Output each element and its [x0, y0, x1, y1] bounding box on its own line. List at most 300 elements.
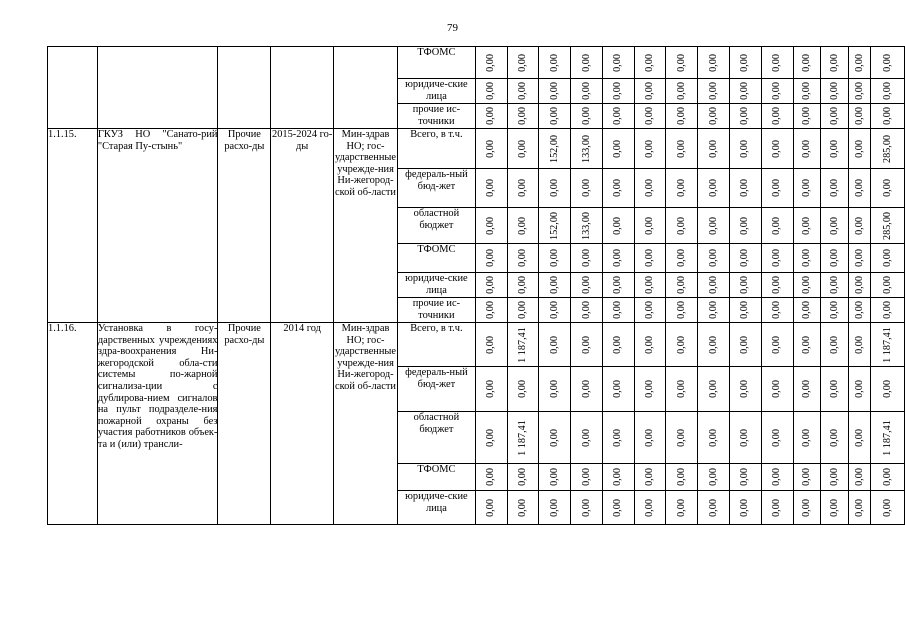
value-text: 0,00	[707, 428, 719, 447]
value-text: 152,00	[548, 134, 560, 163]
value-cell	[571, 323, 603, 367]
value-cell	[539, 298, 571, 323]
value-text: 0,00	[739, 380, 751, 398]
value-text: 0,00	[853, 82, 865, 100]
value-cell	[849, 129, 871, 169]
value-text: 0,00	[517, 179, 529, 197]
value-text: 0,00	[485, 380, 497, 398]
value-text: 0,00	[612, 498, 624, 517]
value-text: 0,00	[644, 216, 656, 235]
value-text: 0,00	[517, 107, 529, 125]
value-cell	[871, 412, 905, 464]
value-text: 0,00	[739, 139, 751, 158]
value-cell	[571, 79, 603, 104]
value-cell	[730, 129, 762, 169]
value-cell	[730, 104, 762, 129]
value-cell	[475, 367, 507, 412]
value-text: 0,00	[612, 428, 624, 447]
value-text: 0,00	[517, 301, 529, 319]
value-text: 285,00	[881, 211, 893, 240]
value-cell	[793, 367, 821, 412]
value-cell	[761, 104, 793, 129]
value-cell	[761, 47, 793, 79]
value-text: 0,00	[771, 428, 783, 447]
value-cell	[539, 323, 571, 367]
value-text: 0,00	[612, 53, 624, 72]
value-text: 0,00	[676, 380, 688, 398]
value-cell	[666, 412, 698, 464]
value-cell	[507, 104, 539, 129]
value-text: 0,00	[881, 380, 893, 398]
value-text: 0,00	[485, 249, 497, 267]
value-cell	[793, 491, 821, 525]
value-cell	[634, 298, 666, 323]
value-text: 0,00	[548, 53, 560, 72]
value-cell	[571, 244, 603, 273]
value-text: 0,00	[676, 498, 688, 517]
value-cell	[821, 47, 849, 79]
value-text: 0,00	[485, 53, 497, 72]
value-cell	[507, 491, 539, 525]
value-cell	[871, 323, 905, 367]
value-text: 0,00	[829, 468, 841, 486]
value-text: 0,00	[485, 139, 497, 158]
funding-source-cell: юридиче-ские лица	[398, 273, 476, 298]
value-cell	[634, 47, 666, 79]
value-cell	[821, 129, 849, 169]
value-text: 0,00	[739, 249, 751, 267]
value-text: 0,00	[801, 301, 813, 319]
value-cell	[602, 412, 634, 464]
value-text: 0,00	[707, 139, 719, 158]
table-row	[48, 323, 905, 367]
row-number-cell: 1.1.15.	[48, 129, 98, 323]
value-text: 0,00	[829, 179, 841, 197]
value-text: 0,00	[739, 107, 751, 125]
value-cell	[849, 412, 871, 464]
expense-type-cell	[218, 47, 271, 129]
value-text: 0,00	[829, 335, 841, 354]
value-cell	[698, 412, 730, 464]
value-cell	[730, 464, 762, 491]
value-cell	[507, 208, 539, 244]
value-cell	[539, 104, 571, 129]
value-cell	[634, 104, 666, 129]
value-cell	[821, 412, 849, 464]
funding-source-cell: ТФОМС	[398, 464, 476, 491]
value-text: 0,00	[853, 139, 865, 158]
value-text: 0,00	[580, 428, 592, 447]
value-cell	[849, 244, 871, 273]
value-cell	[475, 412, 507, 464]
value-cell	[793, 298, 821, 323]
value-text: 0,00	[771, 468, 783, 486]
value-cell	[634, 169, 666, 208]
funding-source-cell: прочие ис-точники	[398, 104, 476, 129]
value-cell	[871, 464, 905, 491]
value-text: 0,00	[881, 179, 893, 197]
funding-source-cell: Всего, в т.ч.	[398, 129, 476, 169]
value-text: 0,00	[612, 301, 624, 319]
value-cell	[666, 464, 698, 491]
value-cell	[793, 244, 821, 273]
value-cell	[571, 129, 603, 169]
value-text: 0,00	[881, 468, 893, 486]
value-text: 0,00	[771, 139, 783, 158]
expense-type-cell: Прочие расхо-ды	[218, 323, 271, 525]
value-text: 0,00	[612, 107, 624, 125]
value-cell	[761, 79, 793, 104]
value-text: 0,00	[644, 380, 656, 398]
value-text: 0,00	[739, 335, 751, 354]
value-text: 0,00	[771, 498, 783, 517]
value-cell	[602, 104, 634, 129]
value-cell	[730, 169, 762, 208]
years-cell	[271, 47, 334, 129]
value-text: 0,00	[771, 301, 783, 319]
value-cell	[571, 464, 603, 491]
value-text: 0,00	[739, 301, 751, 319]
value-text: 0,00	[707, 380, 719, 398]
value-text: 0,00	[517, 498, 529, 517]
value-cell	[793, 47, 821, 79]
value-text: 0,00	[676, 301, 688, 319]
value-cell	[602, 273, 634, 298]
value-cell	[871, 491, 905, 525]
value-text: 0,00	[676, 107, 688, 125]
value-cell	[793, 464, 821, 491]
value-text: 0,00	[801, 468, 813, 486]
value-text: 0,00	[829, 82, 841, 100]
value-text: 0,00	[644, 428, 656, 447]
value-text: 0,00	[612, 335, 624, 354]
value-text: 0,00	[676, 139, 688, 158]
value-text: 1 187,41	[881, 419, 893, 456]
value-text: 0,00	[485, 498, 497, 517]
value-text: 0,00	[771, 380, 783, 398]
value-cell	[821, 298, 849, 323]
value-cell	[602, 464, 634, 491]
value-cell	[539, 47, 571, 79]
value-cell	[849, 298, 871, 323]
value-text: 0,00	[676, 179, 688, 197]
value-text: 0,00	[612, 139, 624, 158]
value-cell	[475, 104, 507, 129]
value-cell	[602, 129, 634, 169]
value-cell	[539, 129, 571, 169]
value-text: 0,00	[517, 82, 529, 100]
value-text: 0,00	[829, 107, 841, 125]
value-text: 0,00	[644, 82, 656, 100]
value-text: 0,00	[771, 179, 783, 197]
value-text: 0,00	[801, 380, 813, 398]
value-cell	[698, 298, 730, 323]
value-text: 0,00	[801, 428, 813, 447]
value-text: 0,00	[644, 468, 656, 486]
value-cell	[666, 244, 698, 273]
value-text: 0,00	[517, 276, 529, 294]
funding-source-cell: ТФОМС	[398, 47, 476, 79]
value-cell	[761, 129, 793, 169]
value-cell	[698, 273, 730, 298]
value-cell	[602, 244, 634, 273]
value-cell	[602, 491, 634, 525]
value-text: 0,00	[517, 249, 529, 267]
value-cell	[821, 79, 849, 104]
value-cell	[634, 323, 666, 367]
value-text: 0,00	[829, 380, 841, 398]
page-number: 79	[447, 22, 458, 34]
value-cell	[475, 79, 507, 104]
value-text: 0,00	[580, 179, 592, 197]
value-text: 0,00	[829, 139, 841, 158]
value-cell	[793, 412, 821, 464]
value-text: 1 187,41	[517, 326, 529, 363]
value-cell	[761, 412, 793, 464]
value-cell	[730, 244, 762, 273]
value-text: 0,00	[548, 249, 560, 267]
value-cell	[793, 104, 821, 129]
value-cell	[698, 367, 730, 412]
value-cell	[871, 273, 905, 298]
value-text: 0,00	[644, 53, 656, 72]
value-cell	[871, 244, 905, 273]
value-cell	[698, 129, 730, 169]
value-text: 0,00	[612, 216, 624, 235]
value-text: 0,00	[771, 249, 783, 267]
value-text: 285,00	[881, 134, 893, 163]
value-text: 0,00	[739, 498, 751, 517]
value-cell	[602, 298, 634, 323]
value-cell	[821, 464, 849, 491]
value-text: 1 187,41	[881, 326, 893, 363]
value-text: 0,00	[853, 53, 865, 72]
value-text: 0,00	[829, 498, 841, 517]
value-text: 0,00	[771, 53, 783, 72]
value-text: 0,00	[739, 428, 751, 447]
value-cell	[821, 367, 849, 412]
value-text: 0,00	[548, 498, 560, 517]
value-text: 0,00	[801, 53, 813, 72]
value-cell	[821, 208, 849, 244]
value-text: 0,00	[801, 249, 813, 267]
value-text: 0,00	[853, 428, 865, 447]
years-cell: 2015-2024 го-ды	[271, 129, 334, 323]
value-cell	[634, 129, 666, 169]
value-cell	[666, 169, 698, 208]
value-text: 0,00	[829, 249, 841, 267]
value-text: 0,00	[612, 468, 624, 486]
value-cell	[730, 79, 762, 104]
value-text: 0,00	[801, 498, 813, 517]
value-cell	[849, 208, 871, 244]
value-text: 0,00	[881, 107, 893, 125]
value-cell	[666, 323, 698, 367]
value-cell	[475, 323, 507, 367]
value-cell	[871, 47, 905, 79]
value-cell	[539, 367, 571, 412]
value-text: 0,00	[517, 139, 529, 158]
value-text: 0,00	[853, 380, 865, 398]
value-cell	[793, 208, 821, 244]
years-cell: 2014 год	[271, 323, 334, 525]
value-text: 0,00	[739, 179, 751, 197]
value-cell	[507, 367, 539, 412]
value-text: 0,00	[580, 82, 592, 100]
value-text: 0,00	[612, 82, 624, 100]
value-cell	[666, 367, 698, 412]
budget-table	[47, 46, 905, 525]
value-text: 0,00	[771, 216, 783, 235]
value-text: 0,00	[580, 249, 592, 267]
value-text: 0,00	[580, 468, 592, 486]
value-text: 0,00	[707, 179, 719, 197]
value-text: 0,00	[612, 276, 624, 294]
value-text: 0,00	[612, 249, 624, 267]
row-number-cell: 1.1.16.	[48, 323, 98, 525]
value-cell	[571, 273, 603, 298]
executor-cell	[334, 47, 398, 129]
value-text: 0,00	[853, 498, 865, 517]
value-text: 0,00	[739, 468, 751, 486]
value-text: 0,00	[517, 380, 529, 398]
value-cell	[571, 367, 603, 412]
value-text: 1 187,41	[517, 419, 529, 456]
value-cell	[793, 169, 821, 208]
value-cell	[698, 169, 730, 208]
value-text: 0,00	[801, 107, 813, 125]
value-cell	[666, 491, 698, 525]
value-text: 0,00	[881, 498, 893, 517]
value-cell	[793, 323, 821, 367]
value-text: 0,00	[644, 107, 656, 125]
value-text: 0,00	[707, 498, 719, 517]
value-text: 0,00	[644, 335, 656, 354]
row-number-cell	[48, 47, 98, 129]
value-cell	[730, 273, 762, 298]
funding-source-cell: юридиче-ские лица	[398, 491, 476, 525]
value-cell	[849, 104, 871, 129]
value-cell	[730, 367, 762, 412]
value-text: 0,00	[853, 276, 865, 294]
value-cell	[666, 47, 698, 79]
value-text: 0,00	[485, 107, 497, 125]
value-cell	[507, 47, 539, 79]
value-text: 0,00	[485, 179, 497, 197]
value-text: 0,00	[485, 301, 497, 319]
value-cell	[475, 208, 507, 244]
value-cell	[698, 464, 730, 491]
value-cell	[793, 129, 821, 169]
value-cell	[475, 129, 507, 169]
value-cell	[571, 491, 603, 525]
value-text: 0,00	[801, 335, 813, 354]
value-cell	[666, 79, 698, 104]
value-cell	[634, 491, 666, 525]
value-text: 0,00	[644, 301, 656, 319]
executor-cell: Мин-здрав НО; гос-ударственные учрежде-ния Ни-жегород-ской об-ласти	[334, 323, 398, 525]
value-text: 0,00	[739, 276, 751, 294]
value-cell	[602, 47, 634, 79]
value-text: 0,00	[707, 468, 719, 486]
value-cell	[507, 464, 539, 491]
value-text: 0,00	[853, 468, 865, 486]
funding-source-cell: федераль-ный бюд-жет	[398, 367, 476, 412]
value-cell	[698, 104, 730, 129]
value-text: 0,00	[580, 380, 592, 398]
value-cell	[571, 298, 603, 323]
value-text: 0,00	[801, 216, 813, 235]
value-text: 0,00	[853, 179, 865, 197]
value-text: 0,00	[771, 82, 783, 100]
value-cell	[475, 491, 507, 525]
value-cell	[666, 298, 698, 323]
value-cell	[634, 208, 666, 244]
value-text: 0,00	[548, 468, 560, 486]
value-text: 0,00	[707, 53, 719, 72]
value-cell	[730, 412, 762, 464]
value-text: 0,00	[881, 53, 893, 72]
value-text: 0,00	[881, 301, 893, 319]
executor-cell: Мин-здрав НО; гос-ударственные учрежде-ния Ни-жегород-ской об-ласти	[334, 129, 398, 323]
value-cell	[475, 169, 507, 208]
value-cell	[698, 79, 730, 104]
value-cell	[698, 47, 730, 79]
value-cell	[634, 244, 666, 273]
value-text: 0,00	[580, 107, 592, 125]
value-text: 0,00	[801, 276, 813, 294]
value-cell	[871, 367, 905, 412]
value-text: 0,00	[707, 276, 719, 294]
value-text: 0,00	[801, 179, 813, 197]
value-text: 0,00	[829, 428, 841, 447]
value-text: 0,00	[580, 276, 592, 294]
value-text: 0,00	[881, 249, 893, 267]
value-cell	[507, 244, 539, 273]
value-cell	[539, 208, 571, 244]
value-cell	[793, 79, 821, 104]
value-cell	[539, 79, 571, 104]
value-cell	[849, 464, 871, 491]
value-cell	[634, 273, 666, 298]
value-text: 0,00	[739, 82, 751, 100]
value-text: 0,00	[580, 335, 592, 354]
value-text: 0,00	[771, 107, 783, 125]
value-cell	[539, 412, 571, 464]
value-text: 0,00	[517, 53, 529, 72]
value-cell	[821, 491, 849, 525]
value-cell	[871, 79, 905, 104]
table-row	[48, 129, 905, 169]
value-cell	[761, 491, 793, 525]
value-cell	[507, 412, 539, 464]
value-text: 0,00	[707, 335, 719, 354]
value-text: 0,00	[881, 82, 893, 100]
value-text: 0,00	[707, 82, 719, 100]
value-cell	[698, 244, 730, 273]
value-cell	[475, 298, 507, 323]
value-cell	[539, 169, 571, 208]
value-text: 0,00	[580, 53, 592, 72]
value-cell	[634, 79, 666, 104]
project-name-cell: ГКУЗ НО "Санато-рий "Старая Пу-стынь"	[97, 129, 218, 323]
value-text: 0,00	[676, 276, 688, 294]
value-text: 0,00	[853, 335, 865, 354]
value-cell	[761, 464, 793, 491]
value-cell	[634, 412, 666, 464]
value-text: 0,00	[676, 82, 688, 100]
value-text: 0,00	[676, 428, 688, 447]
